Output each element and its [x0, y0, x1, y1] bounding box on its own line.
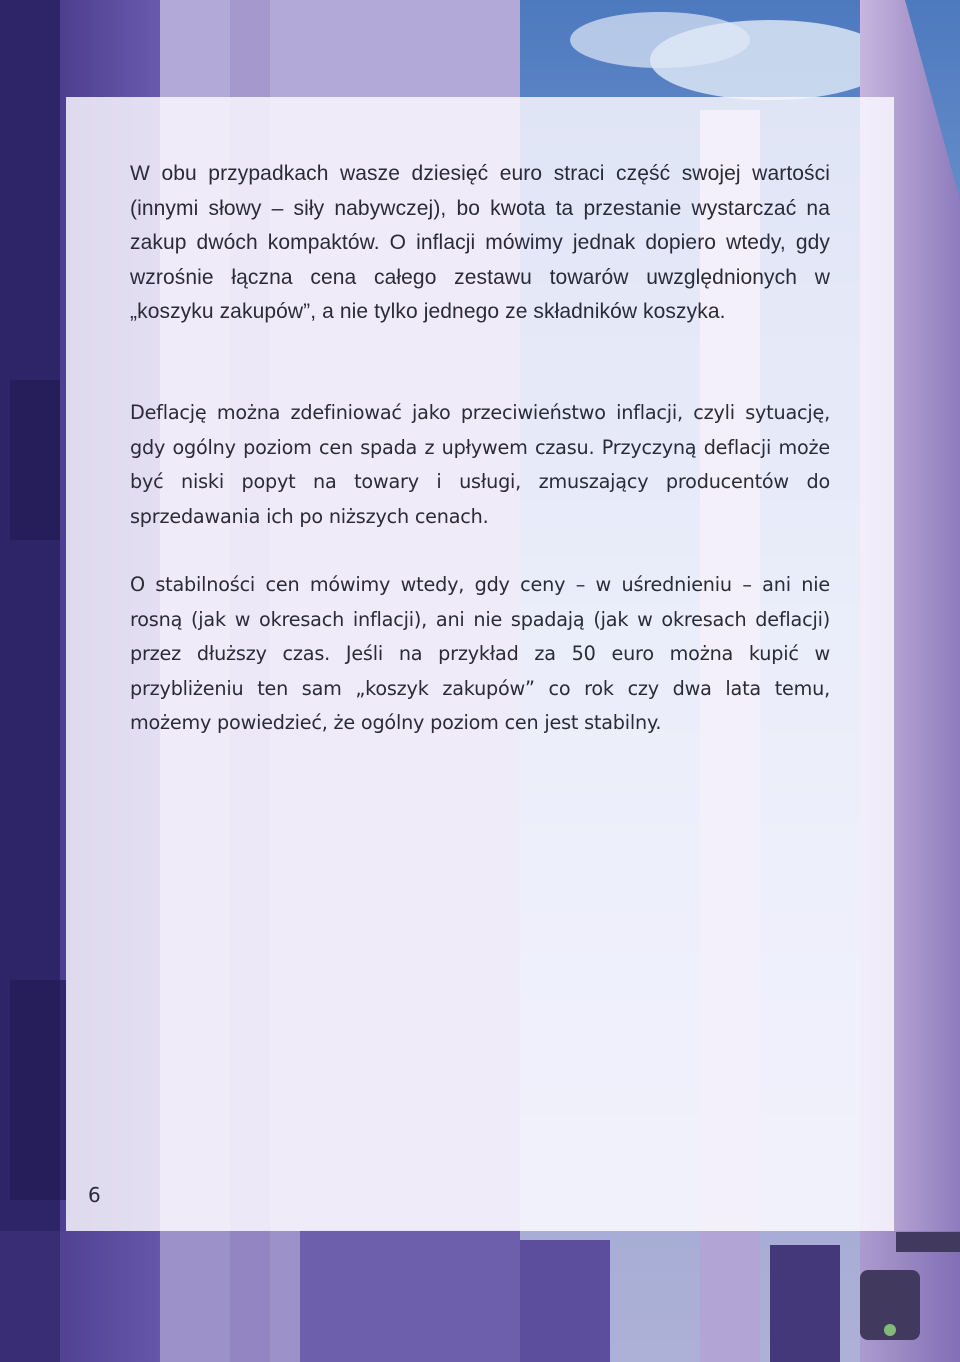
page-number: 6 [88, 1183, 101, 1207]
paragraph-deflation: Deflację można zdefiniować jako przeciwieństwo inflacji, czyli sytuację, gdy ogólny poziom cen spada z upływem czasu. Przyczyną deflacji może być niski popyt na towary i usługi, zmuszający producentów do sprzedawania ich po niższych cenach. [130, 401, 830, 528]
paragraph-inflation: W obu przypadkach wasze dziesięć euro straci część swojej wartości (innymi słowy – siły nabywczej), bo kwota ta przestanie wystarczać na zakup dwóch kompaktów. O inflacji mówimy jednak dopiero wtedy, gdy wzrośnie łączna cena całego zestawu towarów uwzględnionych w „koszyku zakupów”, a nie tylko jednego ze składników koszyka. [130, 162, 830, 324]
paragraph-price-stability: O stabilności cen mówimy wtedy, gdy ceny – w uśrednieniu – ani nie rosną (jak w okresach inflacji), ani nie spadają (jak w okresach deflacji) przez dłuższy czas. Jeśli na przykład za 50 euro można kupić w przybliżeniu ten sam „koszyk zakupów” co rok czy dwa lata temu, możemy powiedzieć, że ogólny poziom cen jest stabilny. [130, 573, 830, 735]
